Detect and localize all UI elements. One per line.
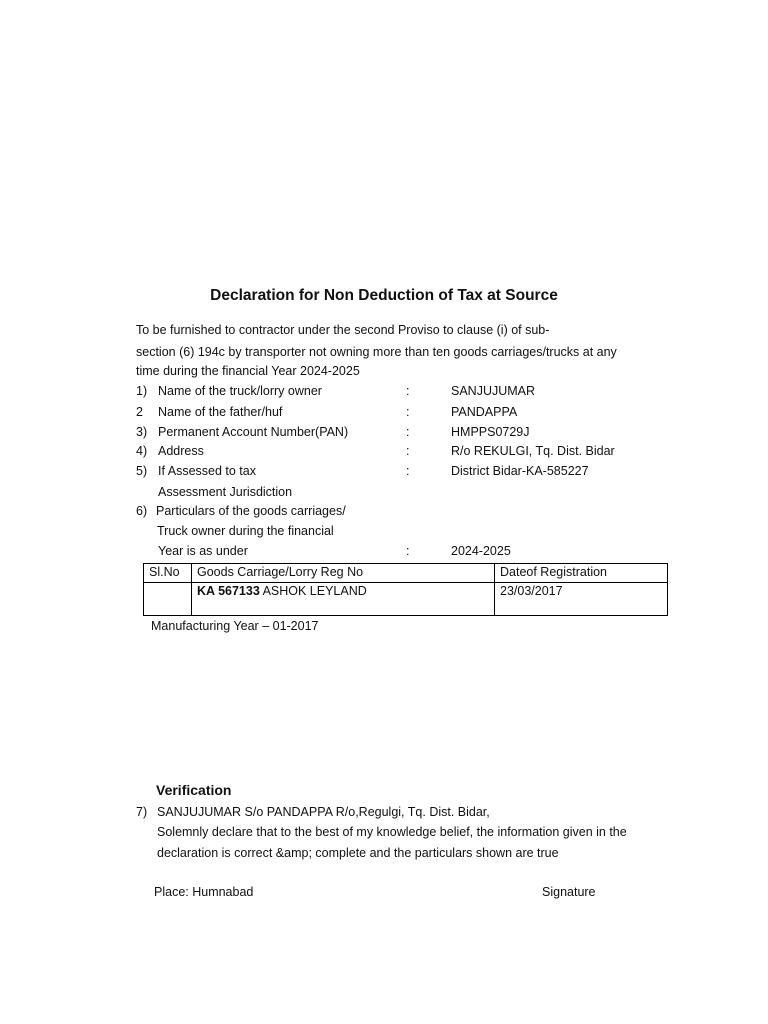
header-reg-no: Goods Carriage/Lorry Reg No (192, 564, 495, 583)
item-5-colon: : (406, 464, 410, 478)
table-row (144, 583, 668, 616)
item-6-colon: : (406, 544, 410, 558)
item-6-label-line-3: Year is as under (158, 544, 248, 558)
intro-line-2: section (6) 194c by transporter not owning more than ten goods carriages/trucks at any (136, 345, 617, 359)
item-2-number: 2 (136, 405, 143, 419)
item-6-label-line-2: Truck owner during the financial (157, 524, 334, 538)
header-sl-no: Sl.No (144, 564, 192, 583)
item-6-label: Particulars of the goods carriages/ (156, 504, 346, 518)
item-3-label: Permanent Account Number(PAN) (158, 425, 349, 439)
cell-reg-no (192, 583, 495, 616)
item-4-label: Address (158, 444, 204, 458)
financial-year-value: 2024-2025 (451, 544, 511, 558)
vehicle-make: ASHOK LEYLAND (259, 584, 367, 598)
item-1-label: Name of the truck/lorry owner (158, 384, 322, 398)
item-4-colon: : (406, 444, 410, 458)
owner-name-value: SANJUJUMAR (451, 384, 536, 398)
item-2-colon: : (406, 405, 410, 419)
verification-title: Verification (156, 782, 232, 798)
item-2-label: Name of the father/huf (158, 405, 283, 419)
signature-label: Signature (542, 885, 596, 899)
manufacturing-year: Manufacturing Year – 01-2017 (151, 619, 319, 633)
item-6-number: 6) (136, 504, 148, 518)
goods-carriage-table (143, 563, 668, 616)
item-5-number: 5) (136, 464, 148, 478)
item-5-label: If Assessed to tax (158, 464, 256, 478)
intro-line-3: time during the financial Year 2024-2025 (136, 364, 360, 378)
verification-line-1: SANJUJUMAR S/o PANDAPPA R/o,Regulgi, Tq. Dist. Bidar, (157, 805, 490, 819)
item-5-label-line-2: Assessment Jurisdiction (158, 485, 293, 499)
verification-line-2: Solemnly declare that to the best of my knowledge belief, the information given in the (157, 825, 627, 839)
reg-number: KA 567133 (197, 584, 260, 598)
father-name-value: PANDAPPA (451, 405, 518, 419)
verification-line-3: declaration is correct &amp; complete and the particulars shown are true (157, 846, 559, 860)
verification-number: 7) (136, 805, 148, 819)
item-1-number: 1) (136, 384, 148, 398)
item-3-number: 3) (136, 425, 148, 439)
document-title: Declaration for Non Deduction of Tax at Source (210, 287, 558, 304)
pan-value: HMPPS0729J (451, 425, 530, 439)
item-4-number: 4) (136, 444, 148, 458)
address-value: R/o REKULGI, Tq. Dist. Bidar (451, 444, 615, 458)
jurisdiction-value: District Bidar-KA-585227 (451, 464, 589, 478)
intro-line-1: To be furnished to contractor under the second Proviso to clause (i) of sub- (136, 323, 550, 337)
cell-sl-no (144, 583, 192, 616)
cell-registration-date: 23/03/2017 (495, 583, 668, 616)
table-header-row (144, 564, 668, 583)
place-text: Place: Humnabad (154, 885, 254, 899)
header-registration-date: Dateof Registration (495, 564, 668, 583)
item-3-colon: : (406, 425, 410, 439)
item-1-colon: : (406, 384, 410, 398)
